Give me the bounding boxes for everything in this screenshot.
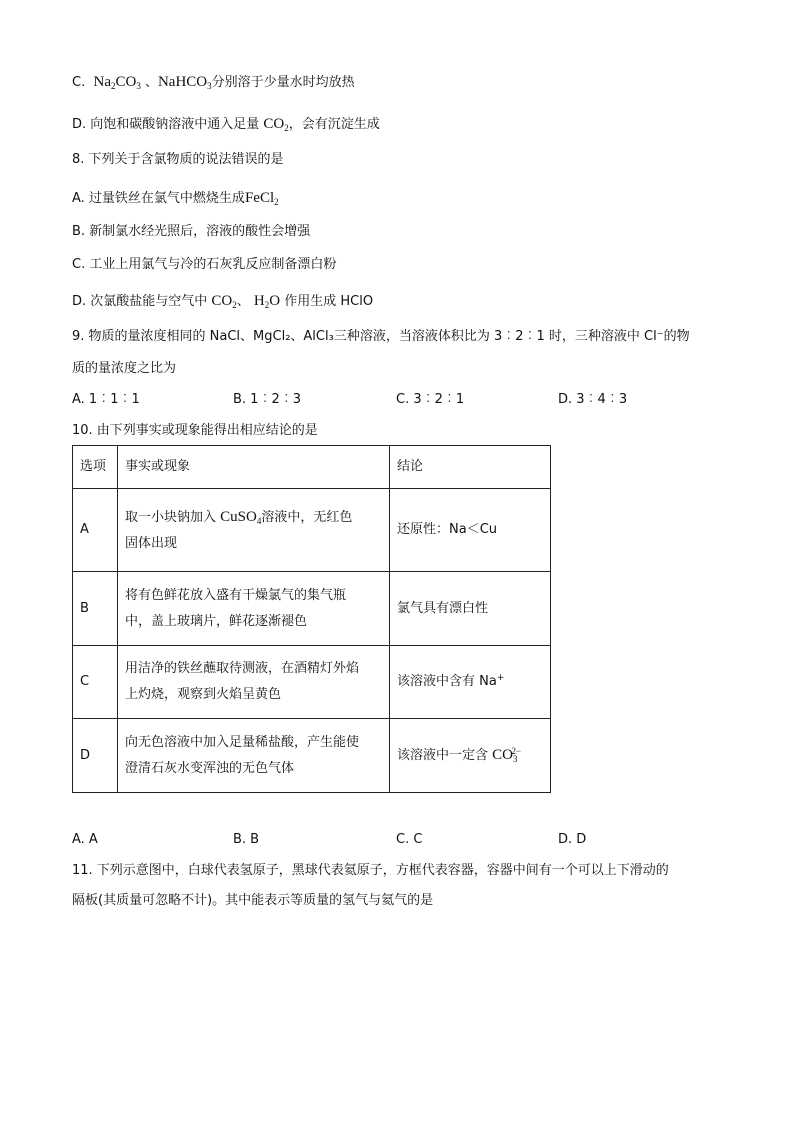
row-fact: 取一小块钠加入 CuSO$_4$溶液中，无红色 固体出现 [118, 489, 390, 572]
header-fact: 事实或现象 [118, 446, 390, 489]
q8-option-b: B. 新制氯水经光照后，溶液的酸性会增强 [72, 224, 311, 239]
table-header-row [73, 446, 551, 489]
q10-option-d: D. D [558, 832, 587, 847]
q10-option-b: B. B [233, 832, 260, 847]
q8-option-d: D. 次氯酸盐能与空气中 $CO_2$、 $H_2O$ 作用生成 HClO [72, 293, 374, 310]
row-fact: 向无色溶液中加入足量稀盐酸，产生能使 澄清石灰水变浑浊的无色气体 [118, 719, 390, 793]
q9-stem-line2: 质的量浓度之比为 [72, 361, 177, 376]
q11-stem-line2: 隔板(其质量可忽略不计)。其中能表示等质量的氢气与氦气的是 [72, 893, 434, 908]
q9-option-d: D. 3︰4︰3 [558, 392, 628, 407]
row-label: B [73, 572, 118, 646]
q11-stem-line1: 11. 下列示意图中，白球代表氢原子，黑球代表氦原子，方框代表容器，容器中间有一个可以上下滑动的 [72, 863, 669, 878]
row-label: C [73, 646, 118, 719]
table-row [73, 719, 551, 793]
row-conclusion: 该溶液中含有 Na+ [390, 646, 551, 719]
q9-option-c: C. 3︰2︰1 [396, 392, 465, 407]
q10-option-c: C. C [396, 832, 423, 847]
table-row [73, 646, 551, 719]
q7-option-d: D. 向饱和碳酸钠溶液中通入足量 $CO_2$，会有沉淀生成 [72, 116, 380, 133]
q8-option-a: A. 过量铁丝在氯气中燃烧生成FeCl$_2$ [72, 190, 279, 207]
row-label: A [73, 489, 118, 572]
q8-stem: 8. 下列关于含氯物质的说法错误的是 [72, 152, 284, 167]
q8-option-c: C. 工业上用氯气与冷的石灰乳反应制备漂白粉 [72, 257, 337, 272]
q10-stem: 10. 由下列事实或现象能得出相应结论的是 [72, 423, 318, 438]
header-option: 选项 [73, 446, 118, 489]
row-fact: 用洁净的铁丝蘸取待测液，在酒精灯外焰 上灼烧，观察到火焰呈黄色 [118, 646, 390, 719]
row-conclusion: 氯气具有漂白性 [390, 572, 551, 646]
q9-option-b: B. 1︰2︰3 [233, 392, 301, 407]
q9-option-a: A. 1︰1︰1 [72, 392, 140, 407]
q10-table [72, 445, 551, 793]
q7-option-c: C. $Na_2CO_3$ 、NaHCO$_3$分别溶于少量水时均放热 [72, 74, 355, 91]
row-conclusion: 还原性：Na＜Cu [390, 489, 551, 572]
row-fact: 将有色鲜花放入盛有干燥氯气的集气瓶 中，盖上玻璃片，鲜花逐渐褪色 [118, 572, 390, 646]
row-conclusion: 该溶液中一定含 $CO_3^{2-}$ [390, 719, 551, 793]
header-conclusion: 结论 [390, 446, 551, 489]
q9-stem-line1: 9. 物质的量浓度相同的 NaCl、MgCl₂、AlCl₃三种溶液，当溶液体积比为 3︰2︰1 时，三种溶液中 Cl⁻的物 [72, 329, 690, 344]
table-row [73, 572, 551, 646]
row-label: D [73, 719, 118, 793]
q10-option-a: A. A [72, 832, 98, 847]
table-row [73, 489, 551, 572]
